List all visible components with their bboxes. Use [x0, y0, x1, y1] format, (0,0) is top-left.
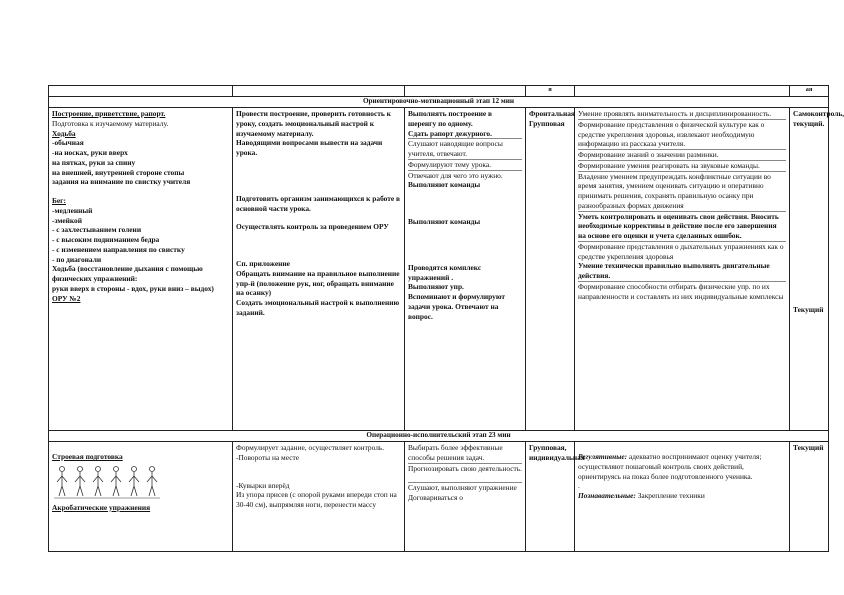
text-line: - с захлестыванием голени — [52, 225, 142, 235]
drill-heading: Строевая подготовка — [52, 452, 123, 461]
header-cell-students — [405, 86, 526, 97]
uud-regulative-label: Регулятивные: — [578, 452, 628, 461]
spacer — [408, 254, 522, 263]
control-current: Текущий — [793, 304, 824, 314]
spacer — [408, 236, 522, 245]
spacer — [236, 241, 401, 250]
text-line: Подготовка к изучаемому материалу. — [52, 118, 169, 128]
text-line: Умение проявлять внимательность и дисциплинированность. — [578, 109, 772, 118]
stage1-students-cell — [405, 108, 526, 431]
control-self: Самоконтроль, текущий. — [793, 109, 844, 128]
spacer — [408, 245, 522, 254]
text-line: -медленный — [52, 205, 93, 215]
uud-regulative-text: адекватно воспринимают оценку учителя; осуществляют пошаговый контроль своих действий, ориентируясь на показ более подготовленного ученика. — [578, 452, 762, 481]
text-line: Выполняют команды — [408, 217, 481, 227]
figure-3 — [93, 466, 103, 496]
figure-1 — [57, 466, 67, 496]
text-line: ОРУ №2 — [52, 293, 81, 303]
text-line: Наводящими вопросами вывести на задачи урока. — [236, 138, 383, 158]
spacer — [236, 158, 401, 167]
text-line: Построение, приветствие, рапорт. — [52, 109, 166, 118]
text-line: Отвечают для чего это нужно. — [408, 170, 522, 181]
spacer — [408, 227, 522, 236]
spacer — [236, 176, 401, 185]
text-line: на пятках, руки за спину — [52, 157, 136, 167]
text-line: -Повороты на месте — [236, 452, 299, 462]
text-line: - с изменением направления по свистку — [52, 244, 185, 254]
text-line: -Кувырки вперёд — [236, 480, 290, 490]
text-line: Обращать внимание на правильное выполнение упр-й (положение рук, ног, обращать внимание на осанку) — [236, 268, 400, 298]
spacer — [408, 473, 522, 482]
text-line: Владение умением предупреждать конфликтные ситуации во время занятия, умением оценивать ситуацию и оперативно принимать решения, сохранять правильную осанку при разнообразных формах движения — [578, 171, 786, 211]
header-cell-uud — [575, 86, 790, 97]
spacer — [408, 208, 522, 217]
text-line: Формирование умения реагировать на звуковые команды. — [578, 160, 786, 171]
text-line: Формирование способности отбирать физические упр. по их направленности и составлять из них индивидуальные комплексы — [578, 281, 786, 302]
figure-4 — [111, 466, 121, 496]
spacer — [236, 213, 401, 222]
stage1-title: Ориентировочно-мотивационный этап 12 мин — [49, 97, 829, 108]
stage2-students-cell — [405, 442, 526, 552]
text-line: Подготовить организм занимающихся к работе в основной части урока. — [236, 193, 401, 213]
stage1-uud-cell — [575, 108, 790, 431]
spacer — [236, 232, 401, 241]
stage2-title-row — [49, 431, 829, 442]
figure-6 — [147, 466, 157, 496]
figure-5 — [129, 466, 139, 496]
text-line: Провести построение, проверить готовность к уроку, создать эмоциональный настрой к изучаемому материалу. — [236, 109, 391, 138]
text-line: - по диагонали — [52, 254, 102, 264]
text-line: задания на внимание по свистку учителя — [52, 177, 191, 187]
text-line: Создать эмоциональный настрой к выполнению заданий. — [236, 298, 400, 317]
text-line: руки вверх в стороны - вдох, руки вниз – выдох) — [52, 284, 214, 294]
header-cell-form: я — [526, 86, 575, 97]
header-cell-control: ая — [790, 86, 829, 97]
text-line: Выполнять построение в шеренгу по одному. — [408, 109, 493, 128]
text-line: Сдать рапорт дежурного. — [408, 128, 492, 138]
text-line: Формулируют тему урока. — [408, 159, 522, 170]
uud-cognitive — [578, 491, 786, 501]
text-line: Слушают, выполняют упражнение — [408, 482, 522, 493]
uud-cognitive-text: Закрепление техники — [637, 491, 705, 501]
header-cell-content — [49, 86, 233, 97]
text-line: Выбирать более эффективные способы решения задач. — [408, 443, 503, 462]
text-line: Умение технически правильно выполнять двигательные действия. — [578, 261, 770, 281]
stage2-teacher-cell — [233, 442, 405, 552]
text-line: Ходьба — [52, 128, 76, 138]
uud-cognitive-label: Познавательные: — [578, 491, 636, 501]
text-line: Слушают наводящие вопросы учителя, отвечают. — [408, 138, 522, 159]
text-line: на внешней, внутренней стороне стопы — [52, 167, 185, 177]
text-line: -змейкой — [52, 215, 83, 225]
text-line: Ходьба (восстановление дыхания с помощью физических упражнений: — [52, 264, 203, 284]
acrobatics-heading: Акробатические упражнения — [52, 502, 151, 512]
uud-dot: . — [578, 481, 580, 491]
figures-group — [54, 466, 160, 498]
stage2-form-cell: Групповая, индивидуальная — [526, 442, 575, 552]
spacer — [408, 190, 522, 199]
header-cell-teacher — [233, 86, 405, 97]
text-line: Вспоминают и формулируют задачи урока. Отвечают на вопрос. — [408, 292, 506, 321]
stage1-control-cell — [790, 108, 844, 431]
figure-2 — [75, 466, 85, 496]
text-line: Формирование представления о физической культуре как о средстве укрепления здоровья, извлекают необходимую информацию из рассказа учителя. — [578, 119, 786, 149]
text-line: Прогнозировать свою деятельность. — [408, 463, 522, 473]
spacer — [236, 185, 401, 194]
text-line: Проводятся комплекс упражнений . — [408, 262, 482, 282]
spacer — [408, 199, 522, 208]
spacer — [52, 187, 229, 196]
stage2-content-cell — [49, 442, 233, 552]
text-line: Осуществлять контроль за проведением ОРУ — [236, 222, 389, 232]
text-line: Формирование представления о дыхательных упражнениях как о средстве укрепления здоровья — [578, 241, 786, 262]
spacer — [236, 167, 401, 176]
stage2-uud-cell — [575, 442, 790, 552]
text-line: Бег: — [52, 196, 66, 206]
stage1-content-cell — [49, 108, 233, 431]
text-line: -на носках, руки вверх — [52, 148, 128, 158]
header-row — [49, 86, 829, 97]
lesson-plan-table — [48, 85, 844, 552]
text-line: Уметь контролировать и оценивать свои действия. Вносить необходимые коррективы в действие после его завершения на основе его оценки и учета сделанных ошибок. — [578, 211, 786, 241]
stage1-form-cell: Фронтальная Групповая — [526, 108, 575, 431]
spacer — [236, 472, 401, 481]
text-line: Формулирует задание, осуществляет контроль. — [236, 443, 385, 452]
stage2-control-cell: Текущий — [790, 442, 829, 552]
stage1-row — [49, 108, 829, 431]
spacer — [236, 250, 401, 259]
text-line: -обычная — [52, 138, 84, 148]
text-line: Договариваться о — [408, 493, 463, 503]
text-line: Формирование знаний о значении разминки. — [578, 149, 786, 160]
spacer — [236, 463, 401, 472]
uud-regulative — [578, 452, 786, 481]
stage2-row — [49, 442, 829, 552]
turn-figures-illustration — [52, 464, 162, 500]
text-line: Выполняют команды — [408, 180, 481, 190]
stage1-teacher-cell — [233, 108, 405, 431]
stage1-title-row — [49, 97, 829, 108]
text-line: Сп. приложение — [236, 259, 290, 269]
text-line: - с высоким подниманием бедра — [52, 235, 160, 245]
text-line: Выполняют упр. — [408, 282, 464, 292]
text-line: Из упора присев (с опорой руками впереди стоп на 30-40 см), выпрямляя ноги, перенести массу — [236, 490, 397, 510]
stage2-title: Операционно-исполнительский этап 23 мин — [49, 431, 829, 442]
